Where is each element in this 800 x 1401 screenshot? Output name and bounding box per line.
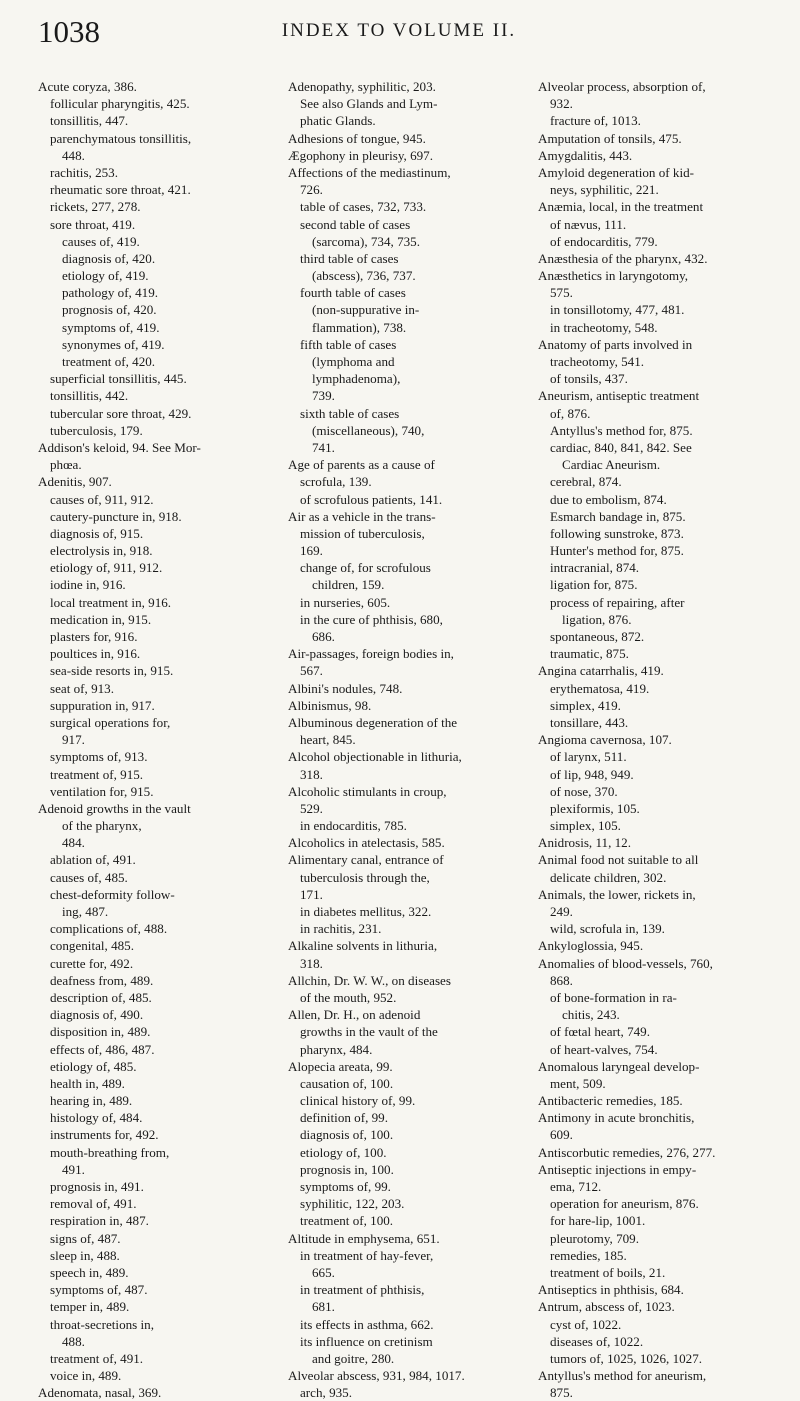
index-entry: Alcoholics in atelectasis, 585. xyxy=(288,835,445,851)
index-entry: tracheotomy, 541. xyxy=(550,354,645,369)
index-entry: Anæsthesia of the pharynx, 432. xyxy=(538,250,708,266)
index-entry: arch, 935. xyxy=(300,1385,352,1401)
index-entry: temper in, 489. xyxy=(50,1299,130,1315)
index-entry: Albinismus, 98. xyxy=(288,697,372,713)
index-entry: congenital, 485. xyxy=(50,938,134,954)
index-entry: (abscess), 736, 737. xyxy=(312,268,416,284)
index-entry: tonsillitis, 447. xyxy=(50,113,129,129)
index-entry: flammation), 738. xyxy=(312,319,407,335)
index-entry: chitis, 243. xyxy=(562,1007,620,1023)
index-entry: mouth-breathing from, xyxy=(50,1144,170,1160)
index-entry: respiration in, 487. xyxy=(50,1213,149,1229)
index-entry: table of cases, 732, 733. xyxy=(300,199,427,215)
index-entry: rickets, 277, 278. xyxy=(50,199,141,215)
index-entry: treatment of, 420. xyxy=(62,354,156,369)
index-entry: Albuminous degeneration of the xyxy=(288,714,458,730)
index-entry: ablation of, 491. xyxy=(50,852,136,868)
index-entry: in endocarditis, 785. xyxy=(300,818,407,834)
index-entry: heart, 845. xyxy=(300,732,356,748)
index-entry: 171. xyxy=(300,886,323,902)
index-entry: mission of tuberculosis, xyxy=(300,525,425,541)
index-entry: 739. xyxy=(312,388,335,404)
index-entry: Antimony in acute bronchitis, xyxy=(538,1110,695,1126)
index-entry: 169. xyxy=(300,543,323,559)
index-entry: growths in the vault of the xyxy=(300,1024,438,1040)
index-entry: fracture of, 1013. xyxy=(550,113,641,129)
index-entry: 491. xyxy=(62,1161,85,1177)
index-entry: Angina catarrhalis, 419. xyxy=(538,663,664,679)
index-entry: treatment of, 491. xyxy=(50,1350,144,1366)
index-entry: symptoms of, 99. xyxy=(300,1179,391,1194)
index-entry: change of, for scrofulous xyxy=(300,560,431,576)
index-entry: tuberculosis, 179. xyxy=(50,422,143,438)
index-column-1 xyxy=(38,78,276,1401)
index-entry: in treatment of hay-fever, xyxy=(300,1247,434,1263)
index-entry: for hare-lip, 1001. xyxy=(550,1213,646,1229)
index-entry: synonymes of, 419. xyxy=(62,336,165,352)
index-entry: wild, scrofula in, 139. xyxy=(550,921,665,937)
index-entry: Alkaline solvents in lithuria, xyxy=(288,938,438,954)
index-entry: following sunstroke, 873. xyxy=(550,525,684,541)
index-entry: of heart-valves, 754. xyxy=(550,1041,658,1057)
index-entry: 609. xyxy=(550,1127,573,1143)
index-entry: ema, 712. xyxy=(550,1179,602,1194)
index-entry: its effects in asthma, 662. xyxy=(300,1316,434,1332)
index-entry: superficial tonsillitis, 445. xyxy=(50,371,187,387)
index-entry: symptoms of, 419. xyxy=(62,319,160,335)
index-entry: Antibacteric remedies, 185. xyxy=(538,1093,683,1109)
index-entry: hearing in, 489. xyxy=(50,1093,133,1109)
index-entry: Age of parents as a cause of xyxy=(288,457,435,473)
index-entry: of, 876. xyxy=(550,405,591,421)
index-entry: Acute coryza, 386. xyxy=(38,79,137,94)
index-entry: in treatment of phthisis, xyxy=(300,1282,425,1298)
index-entry: health in, 489. xyxy=(50,1075,125,1091)
index-entry: of fœtal heart, 749. xyxy=(550,1024,650,1040)
index-entry: See also Glands and Lym- xyxy=(300,96,438,112)
index-entry: and goitre, 280. xyxy=(312,1350,395,1366)
index-entry: 932. xyxy=(550,96,573,112)
index-entry: cardiac, 840, 841, 842. See xyxy=(550,439,692,455)
index-entry: due to embolism, 874. xyxy=(550,491,667,507)
index-entry: treatment of boils, 21. xyxy=(550,1264,666,1280)
index-entry: of endocarditis, 779. xyxy=(550,233,658,249)
index-entry: pharynx, 484. xyxy=(300,1041,373,1057)
index-entry: cyst of, 1022. xyxy=(550,1316,622,1332)
index-entry: 868. xyxy=(550,972,573,988)
index-entry: Anæmia, local, in the treatment xyxy=(538,199,704,215)
index-column-2 xyxy=(288,78,526,1401)
index-entry: diagnosis of, 490. xyxy=(50,1007,144,1023)
index-entry: Anæsthetics in laryngotomy, xyxy=(538,268,689,284)
index-entry: delicate children, 302. xyxy=(550,869,667,885)
index-entry: children, 159. xyxy=(312,577,385,593)
index-entry: ventilation for, 915. xyxy=(50,783,154,799)
index-entry: operation for aneurism, 876. xyxy=(550,1196,699,1212)
index-column-3 xyxy=(538,78,778,1401)
index-entry: spontaneous, 872. xyxy=(550,629,645,644)
index-entry: etiology of, 911, 912. xyxy=(50,560,163,576)
index-entry: 917. xyxy=(62,732,85,748)
index-entry: ment, 509. xyxy=(550,1075,606,1091)
index-entry: in rachitis, 231. xyxy=(300,921,382,937)
index-entry: 529. xyxy=(300,800,323,816)
index-entry: remedies, 185. xyxy=(550,1247,627,1263)
index-entry: of larynx, 511. xyxy=(550,749,627,765)
index-entry: Altitude in emphysema, 651. xyxy=(288,1230,440,1246)
index-entry: of nose, 370. xyxy=(550,783,618,799)
index-entry: traumatic, 875. xyxy=(550,646,629,662)
index-entry: tumors of, 1025, 1026, 1027. xyxy=(550,1350,703,1366)
index-entry: of scrofulous patients, 141. xyxy=(300,491,443,507)
index-entry: symptoms of, 487. xyxy=(50,1282,148,1298)
index-entry: Adenopathy, syphilitic, 203. xyxy=(288,79,436,94)
index-entry: Air-passages, foreign bodies in, xyxy=(288,646,454,662)
index-entry: 448. xyxy=(62,147,85,163)
index-entry: prognosis of, 420. xyxy=(62,302,157,318)
index-entry: Albini's nodules, 748. xyxy=(288,680,403,696)
index-entry: 686. xyxy=(312,629,335,644)
index-entry: Adenitis, 907. xyxy=(38,474,112,490)
index-entry: deafness from, 489. xyxy=(50,972,154,988)
index-entry: in nurseries, 605. xyxy=(300,594,391,610)
index-entry: rachitis, 253. xyxy=(50,164,119,180)
running-title: INDEX TO VOLUME II. xyxy=(281,20,517,41)
index-entry: pathology of, 419. xyxy=(62,285,159,301)
index-entry: removal of, 491. xyxy=(50,1196,137,1212)
index-entry: sleep in, 488. xyxy=(50,1247,120,1263)
index-entry: Hunter's method for, 875. xyxy=(550,543,684,559)
index-entry: histology of, 484. xyxy=(50,1110,143,1126)
index-entry: Alcohol objectionable in lithuria, xyxy=(288,749,462,765)
index-entry: diagnosis of, 915. xyxy=(50,525,144,541)
index-entry: Alveolar abscess, 931, 984, 1017. xyxy=(288,1368,465,1384)
index-entry: Alcoholic stimulants in croup, xyxy=(288,783,447,799)
index-entry: parenchymatous tonsillitis, xyxy=(50,130,192,146)
index-entry: lymphadenoma), xyxy=(312,371,401,387)
index-entry: Allchin, Dr. W. W., on diseases xyxy=(288,972,451,988)
index-entry: diagnosis of, 100. xyxy=(300,1127,394,1143)
index-entry: in tracheotomy, 548. xyxy=(550,319,658,335)
index-entry: 681. xyxy=(312,1299,335,1315)
page-number: 1038 xyxy=(38,14,100,49)
index-entry: 665. xyxy=(312,1264,335,1280)
index-entry: chest-deformity follow- xyxy=(50,886,175,902)
index-entry: seat of, 913. xyxy=(50,680,114,696)
index-entry: poultices in, 916. xyxy=(50,646,141,662)
index-entry: Adhesions of tongue, 945. xyxy=(288,130,426,146)
index-entry: local treatment in, 916. xyxy=(50,594,172,610)
index-entry: neys, syphilitic, 221. xyxy=(550,182,659,198)
index-entry: process of repairing, after xyxy=(550,594,685,610)
index-entry: etiology of, 100. xyxy=(300,1144,387,1160)
index-entry: 741. xyxy=(312,439,335,455)
index-entry: ing, 487. xyxy=(62,904,109,919)
index-entry: disposition in, 489. xyxy=(50,1024,151,1040)
index-entry: sixth table of cases xyxy=(300,405,400,421)
index-entry: Antrum, abscess of, 1023. xyxy=(538,1299,675,1315)
index-entry: Amputation of tonsils, 475. xyxy=(538,130,682,146)
index-entry: Angioma cavernosa, 107. xyxy=(538,732,672,748)
index-entry: second table of cases xyxy=(300,216,411,232)
index-entry: Ankyloglossia, 945. xyxy=(538,938,644,954)
index-entry: prognosis in, 100. xyxy=(300,1161,394,1177)
index-entry: of tonsils, 437. xyxy=(550,371,628,387)
index-entry: pleurotomy, 709. xyxy=(550,1230,639,1246)
index-entry: Anomalies of blood-vessels, 760, xyxy=(538,955,713,971)
index-entry: 249. xyxy=(550,904,573,919)
index-entry: etiology of, 419. xyxy=(62,268,149,284)
index-entry: syphilitic, 122, 203. xyxy=(300,1196,405,1212)
index-entry: sore throat, 419. xyxy=(50,216,136,232)
index-entry: Antiscorbutic remedies, 276, 277. xyxy=(538,1144,716,1160)
index-entry: Alveolar process, absorption of, xyxy=(538,79,706,94)
index-entry: scrofula, 139. xyxy=(300,474,372,490)
index-entry: Animal food not suitable to all xyxy=(538,852,699,868)
index-entry: description of, 485. xyxy=(50,989,152,1005)
index-entry: clinical history of, 99. xyxy=(300,1093,416,1109)
index-entry: Affections of the mediastinum, xyxy=(288,164,451,180)
index-entry: causation of, 100. xyxy=(300,1075,394,1091)
index-entry: 318. xyxy=(300,955,323,971)
index-entry: tonsillare, 443. xyxy=(550,714,629,730)
index-entry: definition of, 99. xyxy=(300,1110,389,1126)
index-entry: Amygdalitis, 443. xyxy=(538,147,633,163)
index-entry: third table of cases xyxy=(300,250,399,266)
index-entry: Air as a vehicle in the trans- xyxy=(288,508,436,524)
index-entry: 318. xyxy=(300,766,323,782)
index-entry: diseases of, 1022. xyxy=(550,1333,644,1349)
index-entry: Antyllus's method for, 875. xyxy=(550,422,693,438)
index-entry: Cardiac Aneurism. xyxy=(562,457,661,473)
index-entry: surgical operations for, xyxy=(50,714,171,730)
index-entry: Aneurism, antiseptic treatment xyxy=(538,388,700,404)
index-entry: treatment of, 915. xyxy=(50,766,144,782)
index-entry: diagnosis of, 420. xyxy=(62,250,156,266)
index-entry: causes of, 911, 912. xyxy=(50,491,154,507)
index-entry: 484. xyxy=(62,835,85,851)
index-entry: tubercular sore throat, 429. xyxy=(50,405,192,421)
index-entry: (lymphoma and xyxy=(312,354,395,369)
index-entry: tuberculosis through the, xyxy=(300,869,430,885)
index-entry: fourth table of cases xyxy=(300,285,406,301)
index-entry: prognosis in, 491. xyxy=(50,1179,144,1194)
index-entry: Alopecia areata, 99. xyxy=(288,1058,393,1074)
index-entry: in tonsillotomy, 477, 481. xyxy=(550,302,685,318)
index-entry: phœa. xyxy=(50,457,82,473)
index-entry: (sarcoma), 734, 735. xyxy=(312,233,420,249)
index-entry: instruments for, 492. xyxy=(50,1127,159,1143)
index-entry: 488. xyxy=(62,1333,85,1349)
index-entry: effects of, 486, 487. xyxy=(50,1041,155,1057)
index-entry: Amyloid degeneration of kid- xyxy=(538,164,694,180)
index-entry: 575. xyxy=(550,285,573,301)
index-entry: complications of, 488. xyxy=(50,921,168,937)
index-entry: Anidrosis, 11, 12. xyxy=(538,835,631,851)
index-entry: suppuration in, 917. xyxy=(50,697,155,713)
index-entry: of the mouth, 952. xyxy=(300,989,397,1005)
index-entry: of nævus, 111. xyxy=(550,216,627,232)
index-entry: Esmarch bandage in, 875. xyxy=(550,508,686,524)
index-entry: erythematosa, 419. xyxy=(550,680,650,696)
index-entry: iodine in, 916. xyxy=(50,577,126,593)
index-entry: intracranial, 874. xyxy=(550,560,640,576)
index-entry: follicular pharyngitis, 425. xyxy=(50,96,190,112)
index-entry: causes of, 485. xyxy=(50,869,128,885)
index-entry: plexiformis, 105. xyxy=(550,800,640,816)
index-entry: its influence on cretinism xyxy=(300,1333,433,1349)
index-entry: in diabetes mellitus, 322. xyxy=(300,904,432,919)
index-entry: of lip, 948, 949. xyxy=(550,766,634,782)
index-entry: causes of, 419. xyxy=(62,233,140,249)
index-entry: cerebral, 874. xyxy=(550,474,622,490)
index-entry: of the pharynx, xyxy=(62,818,142,834)
index-entry: 567. xyxy=(300,663,323,679)
index-entry: Antiseptic injections in empy- xyxy=(538,1161,697,1177)
index-entry: Antyllus's method for aneurism, xyxy=(538,1368,707,1384)
index-entry: plasters for, 916. xyxy=(50,629,138,644)
index-entry: (miscellaneous), 740, xyxy=(312,422,425,438)
index-entry: phatic Glands. xyxy=(300,113,376,129)
page-header xyxy=(38,14,760,54)
index-entry: Addison's keloid, 94. See Mor- xyxy=(38,439,201,455)
index-entry: voice in, 489. xyxy=(50,1368,122,1384)
index-entry: 726. xyxy=(300,182,323,198)
index-entry: treatment of, 100. xyxy=(300,1213,394,1229)
index-entry: Anatomy of parts involved in xyxy=(538,336,693,352)
index-entry: ligation for, 875. xyxy=(550,577,638,593)
index-entry: 875. xyxy=(550,1385,573,1401)
index-entry: speech in, 489. xyxy=(50,1264,129,1280)
index-entry: throat-secretions in, xyxy=(50,1316,154,1332)
index-entry: signs of, 487. xyxy=(50,1230,121,1246)
index-entry: simplex, 105. xyxy=(550,818,621,834)
index-entry: sea-side resorts in, 915. xyxy=(50,663,174,679)
index-entry: in the cure of phthisis, 680, xyxy=(300,611,443,627)
index-entry: of bone-formation in ra- xyxy=(550,989,677,1005)
index-entry: (non-suppurative in- xyxy=(312,302,420,318)
index-entry: medication in, 915. xyxy=(50,611,152,627)
index-entry: Ægophony in pleurisy, 697. xyxy=(288,147,433,163)
index-entry: Adenoid growths in the vault xyxy=(38,800,191,816)
index-entry: Allen, Dr. H., on adenoid xyxy=(288,1007,421,1023)
index-entry: Antiseptics in phthisis, 684. xyxy=(538,1282,684,1298)
index-entry: Alimentary canal, entrance of xyxy=(288,852,444,868)
index-entry: simplex, 419. xyxy=(550,697,621,713)
index-entry: curette for, 492. xyxy=(50,955,134,971)
index-entry: Animals, the lower, rickets in, xyxy=(538,886,696,902)
index-entry: fifth table of cases xyxy=(300,336,397,352)
index-entry: symptoms of, 913. xyxy=(50,749,148,765)
index-entry: Adenomata, nasal, 369. xyxy=(38,1385,162,1401)
index-entry: rheumatic sore throat, 421. xyxy=(50,182,191,198)
index-entry: Anomalous laryngeal develop- xyxy=(538,1058,700,1074)
index-entry: tonsillitis, 442. xyxy=(50,388,129,404)
index-entry: cautery-puncture in, 918. xyxy=(50,508,182,524)
index-entry: ligation, 876. xyxy=(562,611,632,627)
index-entry: electrolysis in, 918. xyxy=(50,543,153,559)
index-entry: etiology of, 485. xyxy=(50,1058,137,1074)
